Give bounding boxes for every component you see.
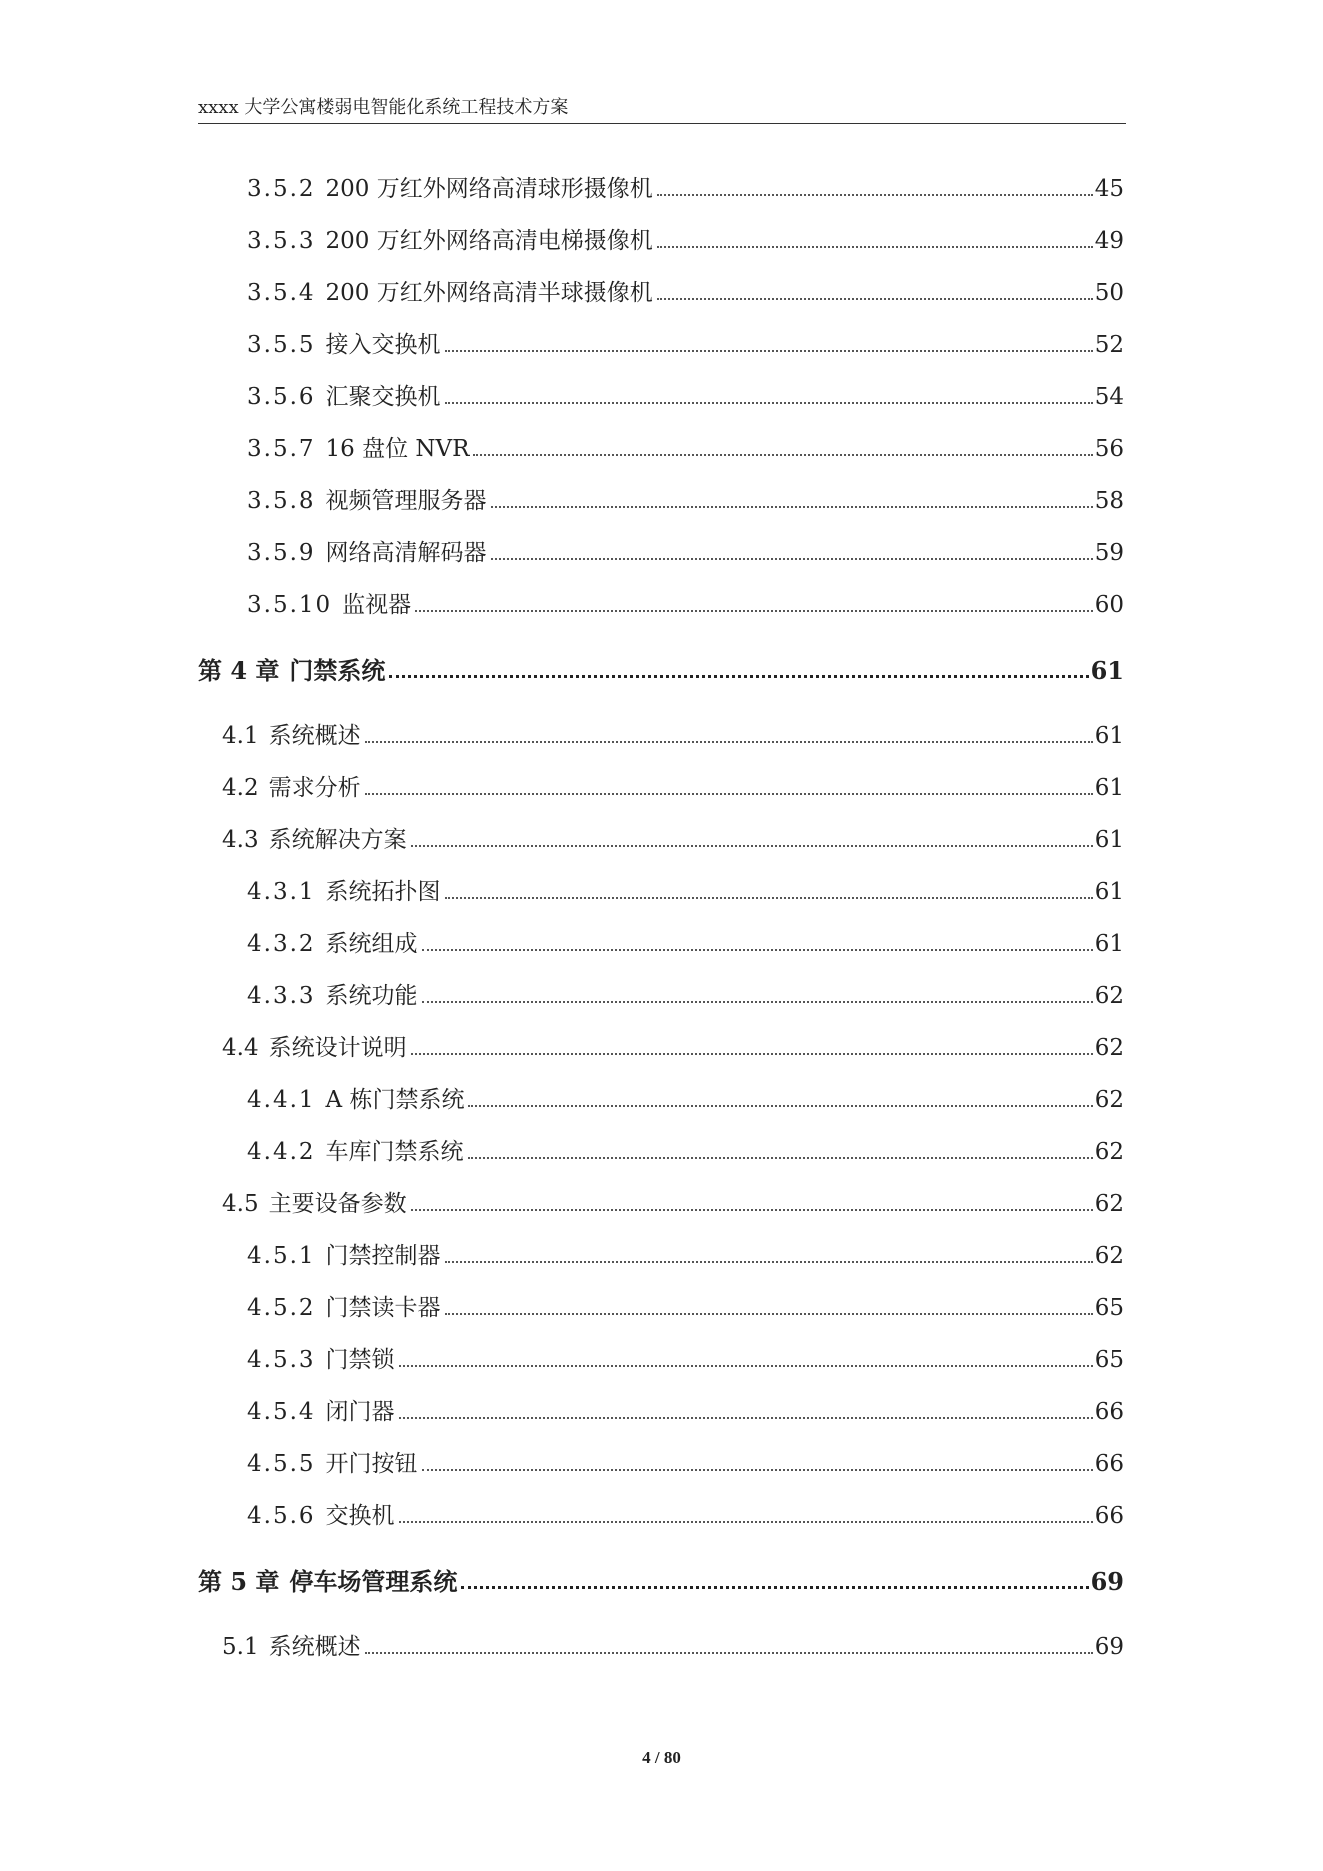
toc-section-number: 4.3	[222, 827, 259, 853]
toc-entry-title: 汇聚交换机	[325, 384, 441, 410]
toc-entry-title: A 栋门禁系统	[325, 1087, 465, 1113]
toc-section-page: 69	[1094, 1634, 1124, 1660]
toc-entry-number: 4.4.2	[247, 1139, 316, 1165]
toc-entry-page: 66	[1094, 1451, 1124, 1477]
toc-entry[interactable]	[247, 168, 1124, 204]
toc-entry-number: 3.5.2	[247, 176, 316, 202]
running-header: xxxx 大学公寓楼弱电智能化系统工程技术方案	[198, 97, 569, 118]
toc-entry-number: 4.5.6	[247, 1503, 316, 1529]
toc-entry-page: 62	[1094, 1087, 1124, 1113]
toc-section[interactable]	[222, 1626, 1124, 1662]
toc-section-number: 5.1	[222, 1634, 259, 1660]
toc-chapter[interactable]	[198, 650, 1124, 686]
toc-entry-number: 3.5.7	[247, 436, 316, 462]
dot-leader	[657, 298, 1093, 300]
toc-entry-title: 交换机	[325, 1503, 395, 1529]
toc-entry-page: 61	[1094, 931, 1124, 957]
dot-leader	[365, 741, 1093, 743]
toc-entry-page: 65	[1094, 1295, 1124, 1321]
toc-entry[interactable]	[247, 480, 1124, 516]
toc-entry-page: 56	[1094, 436, 1124, 462]
toc-entry-number: 4.3.1	[247, 879, 316, 905]
toc-entry-page: 60	[1094, 592, 1124, 618]
toc-entry-number: 4.4.1	[247, 1087, 316, 1113]
toc-section-title: 主要设备参数	[268, 1191, 407, 1217]
toc-entry-number: 4.5.1	[247, 1243, 316, 1269]
toc-entry-page: 66	[1094, 1503, 1124, 1529]
toc-chapter-page: 61	[1090, 656, 1124, 685]
toc-section-page: 62	[1094, 1035, 1124, 1061]
toc-entry[interactable]	[247, 1495, 1124, 1531]
toc-section-page: 61	[1094, 775, 1124, 801]
toc-entry-page: 66	[1094, 1399, 1124, 1425]
dot-leader	[468, 1105, 1092, 1107]
toc-chapter-number: 第 5 章	[198, 1567, 280, 1596]
dot-leader	[491, 558, 1093, 560]
toc-chapter-number: 第 4 章	[198, 656, 280, 685]
toc-entry-title: 接入交换机	[325, 332, 441, 358]
toc-entry-page: 59	[1094, 540, 1124, 566]
toc-entry[interactable]	[247, 220, 1124, 256]
toc-entry-number: 3.5.4	[247, 280, 316, 306]
toc-entry-page: 62	[1094, 1243, 1124, 1269]
toc-entry-title: 200 万红外网络高清球形摄像机	[325, 176, 653, 202]
toc-section-page: 62	[1094, 1191, 1124, 1217]
toc-chapter-title: 停车场管理系统	[289, 1567, 458, 1596]
dot-leader	[445, 897, 1093, 899]
toc-entry-page: 65	[1094, 1347, 1124, 1373]
toc-entry-title: 网络高清解码器	[325, 540, 487, 566]
dot-leader	[445, 1261, 1093, 1263]
toc-entry-number: 4.5.3	[247, 1347, 316, 1373]
toc-entry-title: 门禁控制器	[325, 1243, 441, 1269]
toc-entry-number: 3.5.3	[247, 228, 316, 254]
toc-chapter-title: 门禁系统	[289, 656, 386, 685]
toc-entry-page: 50	[1094, 280, 1124, 306]
toc-entry-title: 车库门禁系统	[325, 1139, 464, 1165]
toc-entry-title: 开门按钮	[325, 1451, 418, 1477]
toc-entry[interactable]	[247, 1443, 1124, 1479]
toc-entry-title: 系统组成	[325, 931, 418, 957]
dot-leader	[399, 1521, 1093, 1523]
dot-leader	[411, 1053, 1093, 1055]
toc-section-number: 4.1	[222, 723, 259, 749]
toc-entry-number: 3.5.8	[247, 488, 316, 514]
dot-leader	[399, 1417, 1093, 1419]
toc-entry-title: 视频管理服务器	[325, 488, 487, 514]
toc-entry[interactable]	[247, 324, 1124, 360]
dot-leader	[411, 845, 1093, 847]
dot-leader	[422, 1469, 1093, 1471]
dot-leader	[657, 246, 1093, 248]
dot-leader	[657, 194, 1093, 196]
toc-section[interactable]	[222, 767, 1124, 803]
toc-entry-page: 45	[1094, 176, 1124, 202]
toc-entry-title: 系统拓扑图	[325, 879, 441, 905]
toc-section[interactable]	[222, 819, 1124, 855]
toc-chapter[interactable]	[198, 1561, 1124, 1597]
toc-section-page: 61	[1094, 827, 1124, 853]
dot-leader	[411, 1209, 1093, 1211]
toc-entry[interactable]	[247, 1235, 1124, 1271]
toc-section-title: 系统概述	[268, 723, 361, 749]
toc-section[interactable]	[222, 715, 1124, 751]
dot-leader	[422, 1001, 1093, 1003]
toc-section[interactable]	[222, 1027, 1124, 1063]
toc-entry-number: 4.5.5	[247, 1451, 316, 1477]
dot-leader	[365, 793, 1093, 795]
toc-section[interactable]	[222, 1183, 1124, 1219]
toc-entry[interactable]	[247, 923, 1124, 959]
toc-entry[interactable]	[247, 1339, 1124, 1375]
toc-section-number: 4.5	[222, 1191, 259, 1217]
toc-entry-title: 监视器	[342, 592, 412, 618]
dot-leader	[445, 1313, 1093, 1315]
toc-entry-number: 3.5.10	[247, 592, 333, 618]
toc-section-title: 系统解决方案	[268, 827, 407, 853]
toc-entry[interactable]	[247, 1131, 1124, 1167]
toc-entry-number: 3.5.5	[247, 332, 316, 358]
dot-leader	[399, 1365, 1093, 1367]
toc-chapter-page: 69	[1090, 1567, 1124, 1596]
toc-entry[interactable]	[247, 428, 1124, 464]
toc-entry[interactable]	[247, 376, 1124, 412]
toc-section-number: 4.4	[222, 1035, 259, 1061]
toc-entry[interactable]	[247, 871, 1124, 907]
toc-entry[interactable]	[247, 532, 1124, 568]
dot-leader	[468, 1157, 1093, 1159]
toc-entry-page: 62	[1094, 983, 1124, 1009]
toc-entry-page: 62	[1094, 1139, 1124, 1165]
dot-leader	[389, 675, 1088, 678]
toc-entry-page: 58	[1094, 488, 1124, 514]
dot-leader	[445, 402, 1093, 404]
toc-entry[interactable]	[247, 272, 1124, 308]
toc-entry-page: 61	[1094, 879, 1124, 905]
dot-leader	[365, 1652, 1093, 1654]
toc-section-number: 4.2	[222, 775, 259, 801]
toc-entry-number: 4.5.4	[247, 1399, 316, 1425]
toc-section-title: 系统概述	[268, 1634, 361, 1660]
toc-entry[interactable]	[247, 1079, 1124, 1115]
dot-leader	[422, 949, 1093, 951]
toc-entry-title: 门禁锁	[325, 1347, 395, 1373]
toc-entry-title: 门禁读卡器	[325, 1295, 441, 1321]
page-number: 4 / 80	[642, 1748, 681, 1767]
toc-entry[interactable]	[247, 975, 1124, 1011]
dot-leader	[491, 506, 1093, 508]
dot-leader	[415, 610, 1093, 612]
toc-entry[interactable]	[247, 584, 1124, 620]
toc-entry-title: 200 万红外网络高清电梯摄像机	[325, 228, 653, 254]
toc-entry-title: 闭门器	[325, 1399, 395, 1425]
toc-section-title: 系统设计说明	[268, 1035, 407, 1061]
toc-section-title: 需求分析	[268, 775, 361, 801]
toc-entry-page: 49	[1094, 228, 1124, 254]
dot-leader	[461, 1586, 1088, 1589]
dot-leader	[473, 454, 1092, 456]
toc-entry-number: 4.3.3	[247, 983, 316, 1009]
toc-entry-number: 3.5.9	[247, 540, 316, 566]
toc-entry-number: 3.5.6	[247, 384, 316, 410]
toc-entry-page: 52	[1094, 332, 1124, 358]
toc-entry-title: 16 盘位 NVR	[325, 436, 470, 462]
dot-leader	[445, 350, 1093, 352]
toc-entry-number: 4.3.2	[247, 931, 316, 957]
toc-entry-title: 系统功能	[325, 983, 418, 1009]
toc-entry[interactable]	[247, 1287, 1124, 1323]
toc-entry[interactable]	[247, 1391, 1124, 1427]
toc-section-page: 61	[1094, 723, 1124, 749]
toc-entry-title: 200 万红外网络高清半球摄像机	[325, 280, 653, 306]
toc-entry-page: 54	[1094, 384, 1124, 410]
toc-entry-number: 4.5.2	[247, 1295, 316, 1321]
